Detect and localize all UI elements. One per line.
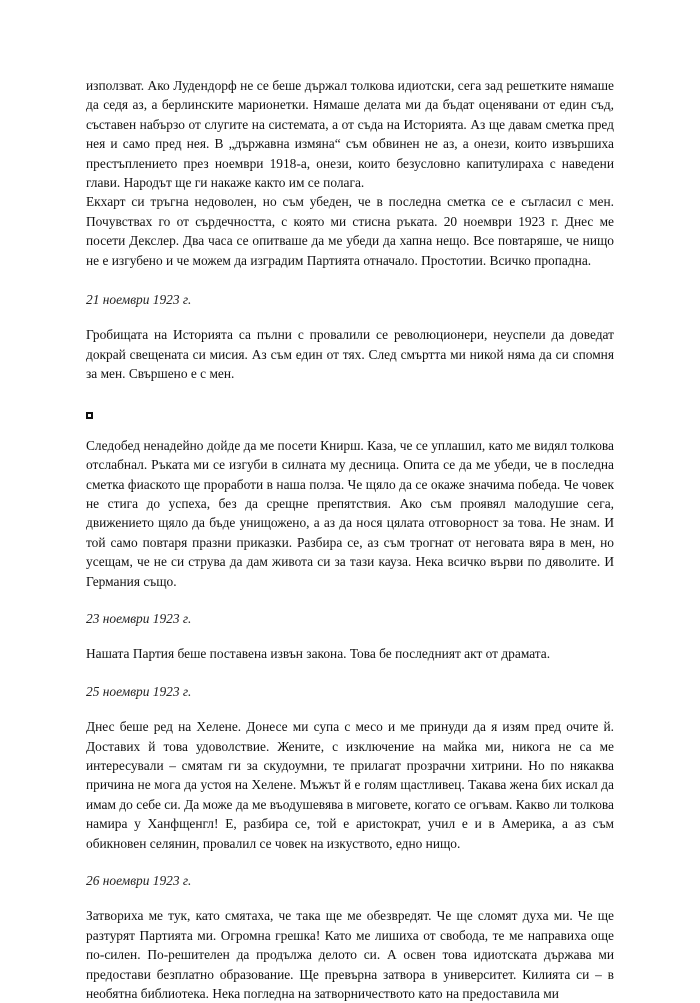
date-heading-23-nov: 23 ноември 1923 г.	[86, 610, 192, 626]
paragraph-4: Следобед ненадейно дойде да ме посети Книрш. Каза, че се уплашил, като ме видял толкова отслабнал. Ръката ми се изгуби в силната му десница. Опита се да ме убеди, че в последна сметка фиаското ще проработи в наша полза. Че щяло да се окаже значима победа. Че човек не стига до успеха, без да срещне препятствия. Ако съм проявял малодушие сега, движението щяло да бъде унищожено, а аз да нося цялата отговорност за това. Не знам. И той само повтаря празни приказки. Разбира се, аз съм трогнат от неговата вяра в мен, но усещам, че не си струва да дам живота си за тази кауза. Нека всичко върви по дяволите. И Германия също.	[86, 437, 614, 589]
document-page	[86, 76, 614, 1003]
paragraph-1: използват. Ако Лудендорф не се беше държал толкова идиотски, сега зад решетките нямаше да седя аз, а берлинските марионетки. Нямаше делата ми да бъдат оценявани от един съд, съставен набързо от слугите на системата, а от съда на Историята. Аз ще давам сметка пред нея и само пред нея. В „държавна измяна“ съм обвинен не аз, а онези, които извършиха престъплението през ноември 1918-а, онези, които безусловно капитулираха с наведени глави. Народът ще ги накаже както им се полага.	[86, 78, 614, 191]
square-bullet-icon	[86, 412, 93, 419]
paragraph-2: Екхарт си тръгна недоволен, но съм убеден, че в последна сметка се е съгласил с мен. Почувствах го от сърдечността, с която ми стисна ръката. 20 ноември 1923 г. Днес ме посети Декслер. Два часа се опитваше да ме убеди да хапна нещо. Все повтаряше, че нищо не е изгубено и че можем да изградим Партията отначало. Простотии. Всичко пропадна.	[86, 194, 614, 268]
date-heading-21-nov: 21 ноември 1923 г.	[86, 292, 192, 308]
paragraph-6: Днес беше ред на Хелене. Донесе ми супа с месо и ме принуди да я изям пред очите й. Доставих й това удоволствие. Жените, с изключение на майка ми, никога не са ме интересували – смятам ги за скудоумни, те прилагат прозрачни хитрини. Но по някаква причина не мога да устоя на Хелене. Мъжът й е голям щастливец. Такава жена бих искал да имам до себе си. Да може да ме въодушевява в миговете, когато се огъвам. Какво ли толкова намира у Ханфщенгл! Е, разбира се, той е аристократ, учил е и в Америка, а аз съм обикновен селянин, провалил се човек на изкуството, едно нищо.	[86, 719, 614, 851]
section-break	[86, 404, 614, 416]
date-heading-26-nov: 26 ноември 1923 г.	[86, 873, 192, 888]
date-heading-25-nov: 25 ноември 1923 г.	[86, 683, 192, 699]
paragraph-3: Гробищата на Историята са пълни с провалили се революционери, неуспели да доведат докрай свещената си мисия. Аз съм един от тях. След смъртта ми никой няма да си спомня за мен. Свършено е с мен.	[86, 327, 614, 382]
paragraph-7: Затвориха ме тук, като смятаха, че така ще ме обезвредят. Че ще сломят духа ми. Че ще разтурят Партията ми. Огромна грешка! Като ме лишиха от свобода, те ме направиха още по-силен. По-решителен да продължа делото си. А освен това идиотската държава ми предостави безплатно образование. Ще превърна затвора в университет. Килията си – в необятна библиотека. Нека погледна на затворничеството като на предоставила ми	[86, 908, 614, 1002]
paragraph-5: Нашата Партия беше поставена извън закона. Това бе последният акт от драмата.	[86, 646, 551, 662]
